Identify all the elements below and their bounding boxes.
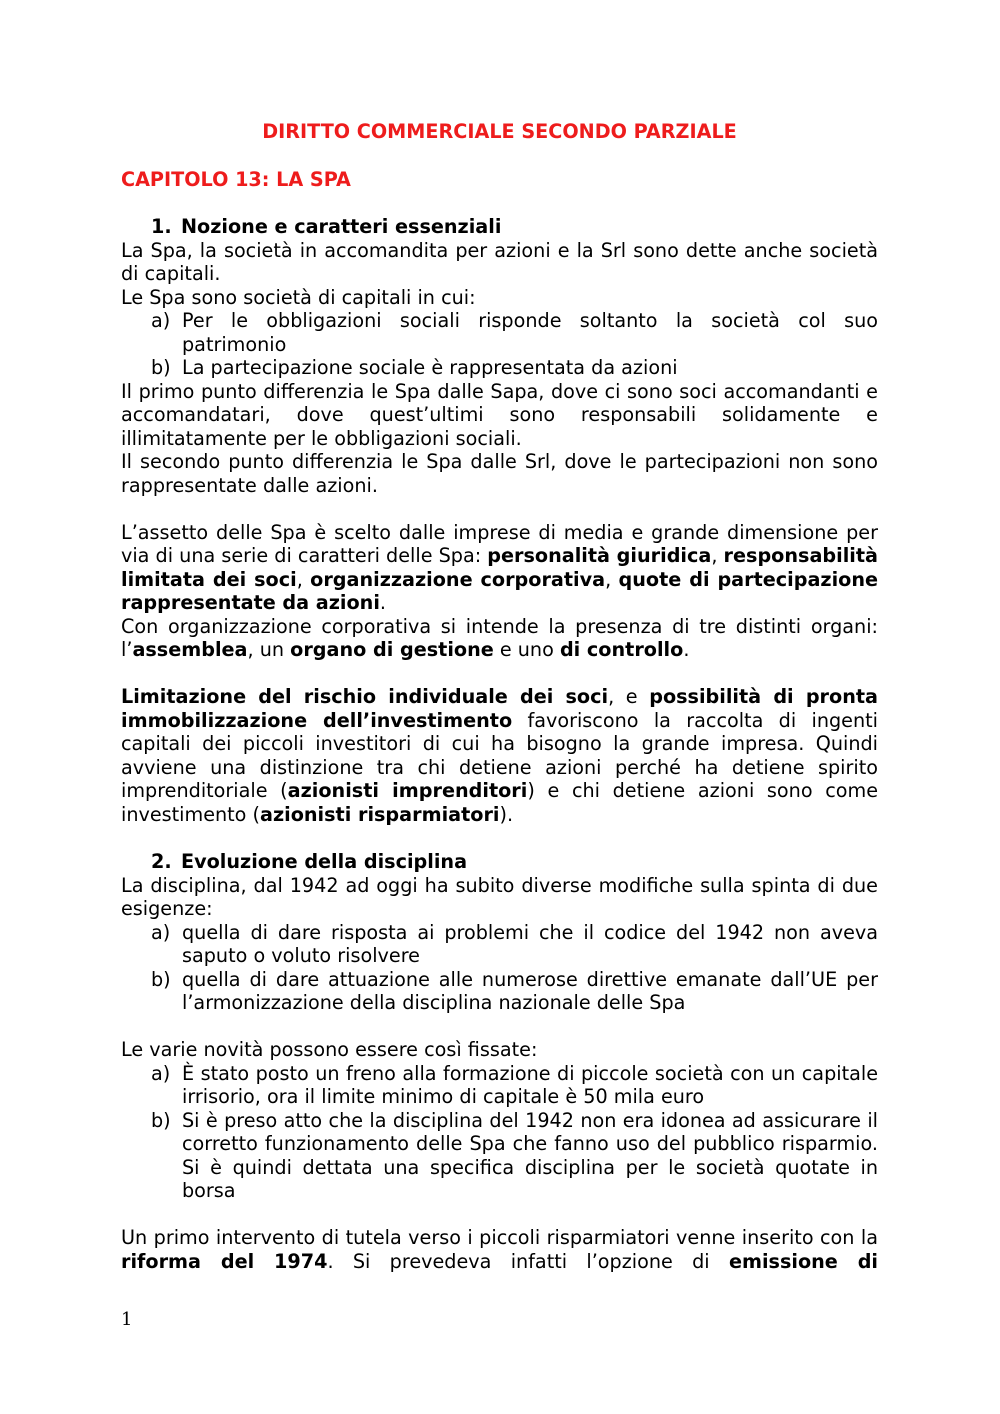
text-run: . xyxy=(379,591,387,614)
paragraph: Le varie novità possono essere così fissate: xyxy=(121,1038,538,1061)
blank-line xyxy=(121,1015,878,1039)
paragraph: Il primo punto differenzia le Spa dalle Sapa, dove ci sono soci accomandanti e accomandatari, dove quest’ultimi sono responsabili solidamente e illimitatamente per le obbligazioni sociali. xyxy=(121,379,878,450)
lettered-list xyxy=(121,309,878,380)
bold-term: organo di gestione xyxy=(290,638,494,661)
text-run: Un primo intervento di tutela verso i piccoli risparmiatori venne inserito con la xyxy=(121,1226,878,1249)
document-title: DIRITTO COMMERCIALE SECONDO PARZIALE xyxy=(262,120,737,143)
text-run: . xyxy=(683,638,690,661)
list-item-text: La partecipazione sociale è rappresentata da azioni xyxy=(182,356,678,379)
list-item-text: quella di dare attuazione alle numerose direttive emanate dall’UE per l’armonizzazione della disciplina nazionale delle Spa xyxy=(182,967,878,1014)
text-run: , un xyxy=(247,638,291,661)
section-number: 1. xyxy=(151,215,172,238)
bold-term: assemblea xyxy=(132,638,248,661)
section-heading-1 xyxy=(121,215,878,239)
bold-term: quote di partecipazione rappresentate da azioni xyxy=(121,567,879,614)
bold-term: personalità giuridica xyxy=(487,544,712,567)
list-marker: b) xyxy=(151,967,171,991)
list-item-text: È stato posto un freno alla formazione di piccole società con un capitale irrisorio, ora il limite minimo di capitale è 50 mila euro xyxy=(182,1061,878,1108)
blank-line xyxy=(121,497,878,521)
paragraph xyxy=(121,1226,878,1273)
bold-term: di controllo xyxy=(559,638,684,661)
paragraph: Il secondo punto differenzia le Spa dalle Srl, dove le partecipazioni non sono rappresentate dalle azioni. xyxy=(121,450,878,497)
lettered-list xyxy=(121,921,878,1015)
bold-term: riforma del 1974 xyxy=(121,1249,328,1273)
text-run: , e xyxy=(608,685,650,708)
list-item xyxy=(121,1109,878,1203)
text-run: Con organizzazione corporativa si intende la presenza di tre distinti organi: l’ xyxy=(121,614,878,661)
paragraph xyxy=(121,685,878,826)
section-title: Nozione e caratteri essenziali xyxy=(181,215,502,238)
list-item xyxy=(121,968,878,1015)
list-item-text: quella di dare risposta ai problemi che il codice del 1942 non aveva saputo o voluto risolvere xyxy=(182,920,878,967)
text-run: favoriscono la raccolta di ingenti capitali dei piccoli investitori di cui ha bisogno la grande impresa. Quindi avviene una distinzione tra chi detiene azioni perché ha detiene spirito imprenditoriale ( xyxy=(121,708,878,802)
bold-term: responsabilità limitata dei soci xyxy=(121,544,878,591)
section-heading-2 xyxy=(121,850,878,874)
section-number: 2. xyxy=(151,850,172,873)
list-item xyxy=(121,921,878,968)
list-marker: a) xyxy=(151,1061,171,1085)
text-run: , xyxy=(605,567,619,591)
list-marker: b) xyxy=(151,356,171,379)
paragraph: Le Spa sono società di capitali in cui: xyxy=(121,285,476,309)
list-marker: b) xyxy=(151,1108,171,1132)
chapter-title: CAPITOLO 13: LA SPA xyxy=(121,167,351,191)
bold-term: emissione di xyxy=(728,1249,879,1273)
list-item xyxy=(121,309,878,356)
text-run: , xyxy=(711,544,724,567)
list-item-text: Per le obbligazioni sociali risponde soltanto la società col suo patrimonio xyxy=(182,309,878,356)
blank-line xyxy=(121,1203,878,1227)
text-run: e uno xyxy=(493,638,560,661)
paragraph xyxy=(121,615,878,662)
text-run: , xyxy=(296,567,311,591)
bold-term: azionisti imprenditori xyxy=(287,779,528,802)
bold-term: Limitazione del rischio individuale dei soci xyxy=(121,685,609,708)
text-run: L’assetto delle Spa è scelto dalle imprese di media e grande dimensione per via di una serie di caratteri delle Spa: xyxy=(121,520,878,567)
list-marker: a) xyxy=(151,920,171,944)
paragraph: La Spa, la società in accomandita per azioni e la Srl sono dette anche società di capitali. xyxy=(121,238,878,285)
list-item xyxy=(121,356,878,380)
section-title: Evoluzione della disciplina xyxy=(181,850,468,873)
text-run: ). xyxy=(499,802,514,826)
bold-term: azionisti risparmiatori xyxy=(260,802,500,826)
text-run: ) e chi detiene azioni sono come investimento ( xyxy=(121,779,879,826)
blank-line xyxy=(121,662,878,686)
lettered-list xyxy=(121,1062,878,1203)
page-number: 1 xyxy=(121,1309,133,1330)
list-item xyxy=(121,1062,878,1109)
page-content xyxy=(121,120,878,1273)
paragraph: La disciplina, dal 1942 ad oggi ha subito diverse modifiche sulla spinta di due esigenze: xyxy=(121,873,878,920)
paragraph xyxy=(121,521,878,615)
text-run: . Si prevedeva infatti l’opzione di xyxy=(327,1249,729,1273)
bold-term: organizzazione corporativa xyxy=(310,567,606,591)
bold-term: possibilità di pronta immobilizzazione dell’investimento xyxy=(121,685,878,732)
list-marker: a) xyxy=(151,309,171,332)
list-item-text: Si è preso atto che la disciplina del 1942 non era idonea ad assicurare il corretto funzionamento delle Spa che fanno uso del pubblico risparmio. Si è quindi dettata una specifica disciplina per le società quotate in borsa xyxy=(182,1108,878,1202)
